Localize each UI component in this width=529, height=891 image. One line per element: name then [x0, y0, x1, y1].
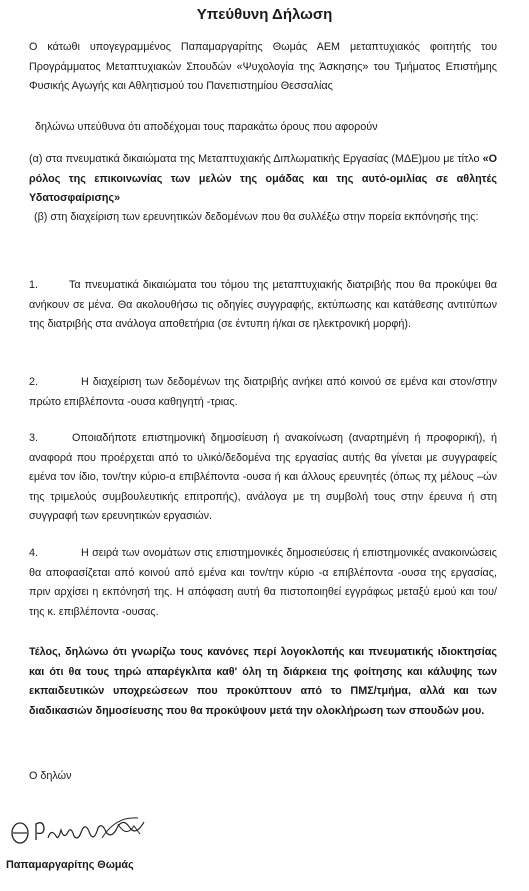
declarant-label: Ο δηλών	[29, 770, 72, 782]
item-number: 4.	[29, 547, 39, 559]
item-text: Οποιαδήποτε επιστημονική δημοσίευση ή ανακοίνωση (αναρτημένη ή προφορική), ή αναφορά που προέρχεται από το υλικό/δεδομένα της εργασίας αυτής θα γίνεται με συγγραφείς εμένα τον ίδιο, τον/την κύριο-α επιβλέποντα -ουσα ή και άλλους ερευνητές (όπως πχ μέλους –ών της τριμελούς συμβουλευτικής επιτροπής), ανάλογα με τη συμβολή τους στην έρευνα ή στη συγγραφή των ερευνητικών εργασιών.	[29, 432, 497, 522]
list-item	[29, 544, 497, 622]
item-number: 1.	[29, 279, 39, 291]
closing-statement: Τέλος, δηλώνω ότι γνωρίζω τους κανόνες περί λογοκλοπής και πνευματικής ιδιοκτησίας και ότι θα τους τηρώ απαρέγκλιτα καθ' όλη τη διάρκεια της φοίτησης και κάλυψης των εκπαιδευτικών υποχρεώσεων που προκύπτουν από το ΠΜΣ/τμήμα, αλλά και των διαδικασιών δημοσίευσης που θα προκύψουν μετά την ολοκλήρωση των σπουδών μου.	[29, 646, 497, 717]
point-a	[29, 150, 497, 209]
list-item	[29, 373, 497, 412]
item-number: 3.	[29, 432, 39, 444]
signer-name: Παπαμαργαρίτης Θωμάς	[6, 859, 134, 871]
document-title: Υπεύθυνη Δήλωση	[196, 6, 333, 23]
declaration-text: δηλώνω υπεύθυνα ότι αποδέχομαι τους παρακάτω όρους που αφορούν	[35, 121, 378, 133]
point-b	[29, 208, 497, 228]
item-text: Η σειρά των ονομάτων στις επιστημονικές δημοσιεύσεις ή επιστημονικές ανακοινώσεις θα αποφασίζεται από κοινού από εμένα και τον/την κύριο -α επιβλέποντα -ουσα της εργασίας, πριν αρχίσει η εκπόνησή της. Η απόφαση αυτή θα πιστοποιηθεί εγγράφως μεταξύ εμού και του/της κ. επιβλέποντα -ουσας.	[29, 547, 497, 618]
handwritten-signature	[6, 808, 156, 856]
point-b-text: (β) στη διαχείριση των ερευνητικών δεδομένων που θα συλλέξω στην πορεία εκπόνησής της:	[34, 211, 479, 223]
declaration-line	[29, 118, 497, 138]
item-text: Τα πνευματικά δικαιώματα του τόμου της μεταπτυχιακής διατριβής που θα προκύψει θα ανήκουν σε μένα. Θα ακολουθήσω τις οδηγίες συγγραφής, εκτύπωσης και κατάθεσης αντιτύπων της διατριβής στα ανάλογα αποθετήρια (σε έντυπη ή/και σε ηλεκτρονική μορφή).	[29, 279, 497, 330]
list-item	[29, 429, 497, 527]
intro-paragraph: Ο κάτωθι υπογεγραμμένος Παπαμαργαρίτης Θωμάς ΑΕΜ μεταπτυχιακός φοιτητής του Προγράμματος Μεταπτυχιακών Σπουδών «Ψυχολογία της Άσκησης» του Τμήματος Επιστήμης Φυσικής Αγωγής και Αθλητισμού του Πανεπιστημίου Θεσσαλίας	[29, 41, 497, 92]
list-item	[29, 276, 497, 335]
point-a-text: (α) στα πνευματικά δικαιώματα της Μεταπτυχιακής Διπλωματικής Εργασίας (ΜΔΕ)μου με τίτλο	[29, 153, 483, 165]
item-text: Η διαχείριση των δεδομένων της διατριβής ανήκει από κοινού σε εμένα και στον/στην πρώτο επιβλέποντα -ουσα καθηγητή -τριας.	[29, 376, 497, 408]
item-number: 2.	[29, 376, 39, 388]
thesis-title: «Ο ρόλος της επικοινωνίας των μελών της ομάδας και της αυτό-ομιλίας σε αθλητές Υδατοσφαίρισης»	[29, 153, 497, 204]
